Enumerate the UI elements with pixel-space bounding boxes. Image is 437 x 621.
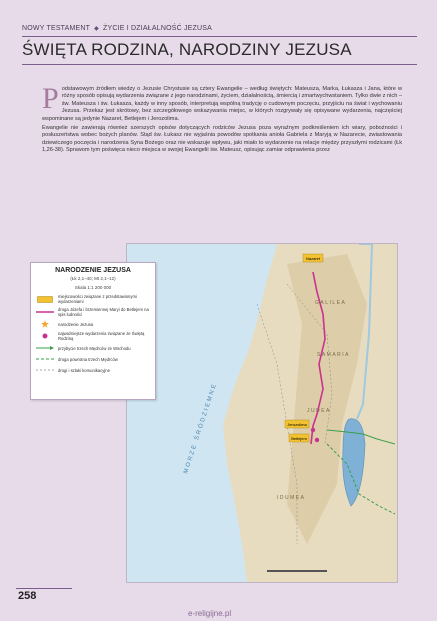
paragraph-1-text: odstawowym źródłem wiedzy o Jezusie Chrystusie są cztery Ewangelie – według świętych: Mateusza, Marka, Łukasza i Jana, które w różny sposób opisują wydarzenia związane z jego narodzinami, życiem, działalnością, śmiercią i zmartwychwstaniem. Tylko dwie z nich – św. Mateusza i św. Łukasza, każdy w inny sposób, interpretują wspólną tradycję o cudownym poczęciu, przyjściu na świat i wychowaniu Jezusa. Przekaz jest skrótowy, bez szczegółowego wskazywania miejsc, w których rozgrywały się opisywane wydarzenia, najczęściej wspominane są jedynie Nazaret, Betlejem i Jerozolima. [42,86,402,122]
map [126,243,398,583]
watermark: e-religijne.pl [188,609,232,618]
legend-item [36,320,150,328]
drop-cap: P [42,82,59,115]
paragraph-2 [42,125,402,155]
page-title: ŚWIĘTA RODZINA, NARODZINY JEZUSA [22,40,352,59]
legend-item-label: droga Józefa i brzemiennej Maryi do Betlejem na spis ludności [58,307,149,317]
place-label-betlejem: Betlejem [291,436,307,441]
legend-item [36,307,150,317]
page-number: 258 [18,590,37,602]
paragraph-2-text: Ewangelie nie zawierają również szerszych opisów dotyczących rodziców Jezusa poza wyraźnym podkreśleniem ich wiary, pobożności i posłuszeństwa wobec bożych planów. Stąd św. Łukasz nie wyjaśnia powodów spotkania anioła Gabriela z Maryją w Nazarecie, zwiastowania dziewiczego poczęcia i narodzenia Syna Bożego oraz nie wskazuje wpływu, jaki miało to wydarzenie na relacje między przyszłymi rodzicami (Łk 1,26-38). Sprawom tym poświęca nieco miejsca w swojej Ewangelii św. Mateusz, opisując zamiar odprawienia przez [42,125,402,154]
region-label-galilea: GALILEA [315,300,347,306]
legend-item-label: miejscowości związane z przedstawionymi wydarzeniami [58,294,137,304]
title-rule [22,64,417,65]
legend-item [36,331,150,341]
legend-item-label: drogi i szlaki komunikacyjne [58,367,110,373]
legend-item [36,366,150,374]
running-header [22,21,417,35]
header-separator-icon: ◆ [94,25,99,32]
event-dot-2 [315,438,319,442]
place-label-jerozolima: Jerozolima [287,422,307,427]
legend-item [36,355,150,363]
legend-scale: Skala 1:1 200 000 [74,285,112,290]
header-subsection: ŻYCIE I DZIAŁALNOŚĆ JEZUSA [102,24,213,32]
header-rule [22,36,417,37]
header-section: NOWY TESTAMENT [22,24,91,32]
event-dot-1 [311,428,315,432]
map-graphic [127,244,397,582]
legend-item [36,344,150,352]
magi-route-icon [36,344,54,352]
event-dot-icon [36,332,54,340]
route-line-icon [36,308,54,316]
legend-item-label: najważniejsze wydarzenia związane ze Świętą Rodziną [58,331,145,341]
legend-item-label: droga powrotna trzech Mędrców [58,356,118,362]
sea-label: MORZE ŚRÓDZIEMNE [183,382,219,475]
legend-subtitle: (Łk 2,1–40; Mt 2,1–12) [70,276,116,281]
legend-item [36,294,150,304]
place-label-nazaret: Nazaret [305,256,321,261]
legend-title: NARODZENIE JEZUSA [55,267,131,274]
place-box-icon [36,295,54,303]
star-icon [36,320,54,328]
region-label-idumea: IDUMEA [277,495,306,501]
road-icon [36,366,54,374]
legend-item-label: narodzenie Jezusa [58,321,94,327]
map-legend [30,262,156,400]
paragraph-1 [42,82,402,123]
region-label-samaria: SAMARIA [317,352,351,358]
article-body [42,82,402,157]
magi-return-icon [36,355,54,363]
scale-bar [267,570,327,572]
region-label-judea: JUDEA [307,408,331,414]
legend-item-label: przybycie trzech Mędrców ze Wschodu [58,345,131,351]
